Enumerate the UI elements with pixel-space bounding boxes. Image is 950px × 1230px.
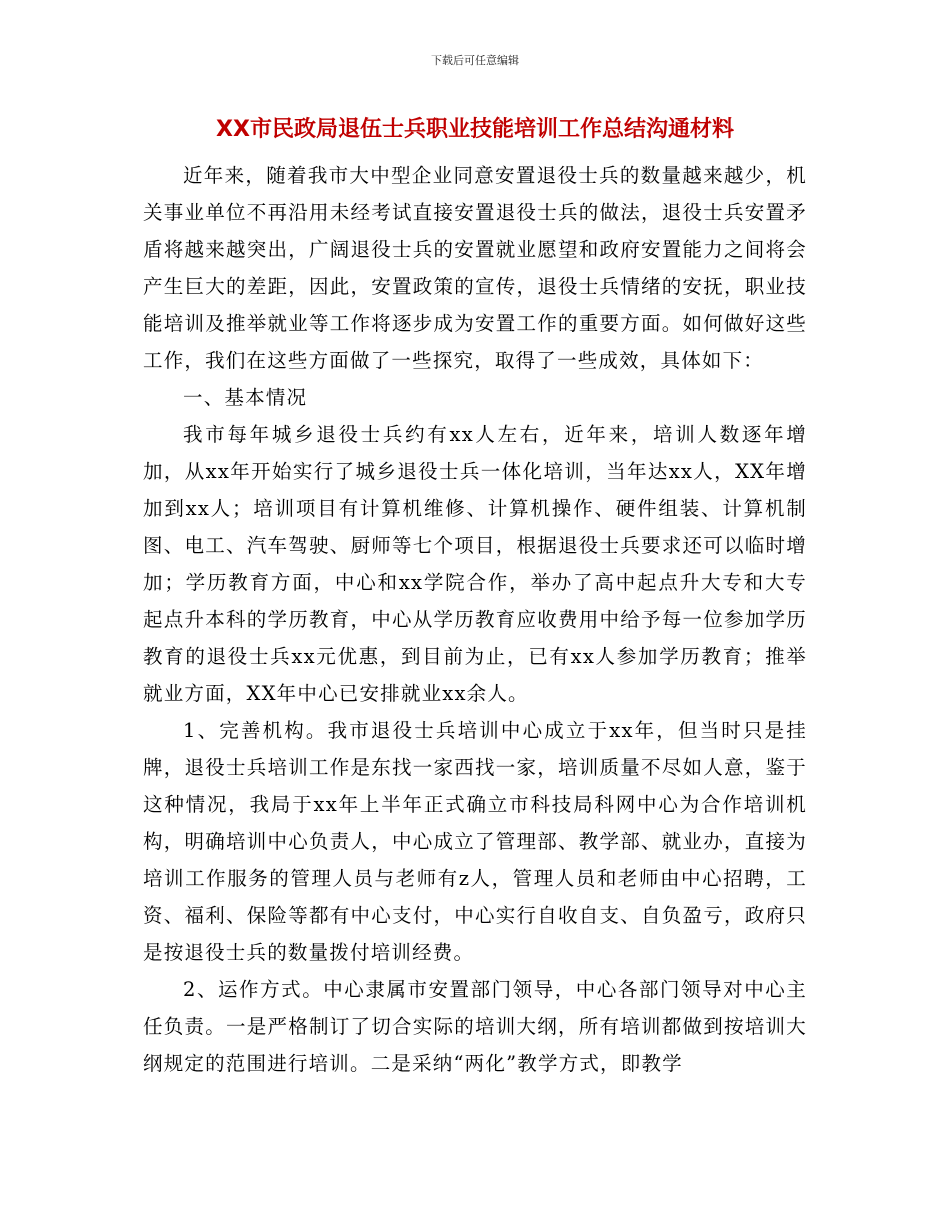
paragraph-basic-situation: 我市每年城乡退役士兵约有xx人左右，近年来，培训人数逐年增加，从xx年开始实行了城乡退役士兵一体化培训，当年达xx人，XX年增加到xx人；培训项目有计算机维修、计算机操作、硬件组装、计算机制图、电工、汽车驾驶、厨师等七个项目，根据退役士兵要求还可以临时增加；学历教育方面，中心和xx学院合作，举办了高中起点升大专和大专起点升本科的学历教育，中心从学历教育应收费用中给予每一位参加学历教育的退役士兵xx元优惠，到目前为止，已有xx人参加学历教育；推举就业方面，XX年中心已安排就业xx余人。: [143, 423, 807, 705]
paragraph-improve-organization: 1、完善机构。我市退役士兵培训中心成立于xx年，但当时只是挂牌，退役士兵培训工作是东找一家西找一家，培训质量不尽如人意，鉴于这种情况，我局于xx年上半年正式确立市科技局科网中心为合作培训机构，明确培训中心负责人，中心成立了管理部、教学部、就业办，直接为培训工作服务的管理人员与老师有z人，管理人员和老师由中心招聘，工资、福利、保险等都有中心支付，中心实行自收自支、自负盈亏，政府只是按退役士兵的数量拨付培训经费。: [143, 719, 807, 964]
paragraph-operation-mode: 2、运作方式。中心隶属市安置部门领导，中心各部门领导对中心主任负责。一是严格制订了切合实际的培训大纲，所有培训都做到按培训大纲规定的范围进行培训。二是采纳“两化”教学方式，即教学: [143, 978, 807, 1075]
document-body: [143, 157, 807, 1082]
header-note: 下载后可任意编辑: [431, 54, 519, 67]
section-heading-basic-situation: 一、基本情况: [183, 386, 308, 409]
document-title: XX市民政局退伍士兵职业技能培训工作总结沟通材料: [216, 117, 734, 142]
paragraph-intro: 近年来，随着我市大中型企业同意安置退役士兵的数量越来越少，机关事业单位不再沿用未经考试直接安置退役士兵的做法，退役士兵安置矛盾将越来越突出，广阔退役士兵的安置就业愿望和政府安置能力之间将会产生巨大的差距，因此，安置政策的宣传，退役士兵情绪的安抚，职业技能培训及推举就业等工作将逐步成为安置工作的重要方面。如何做好这些工作，我们在这些方面做了一些探究，取得了一些成效，具体如下：: [143, 164, 807, 372]
